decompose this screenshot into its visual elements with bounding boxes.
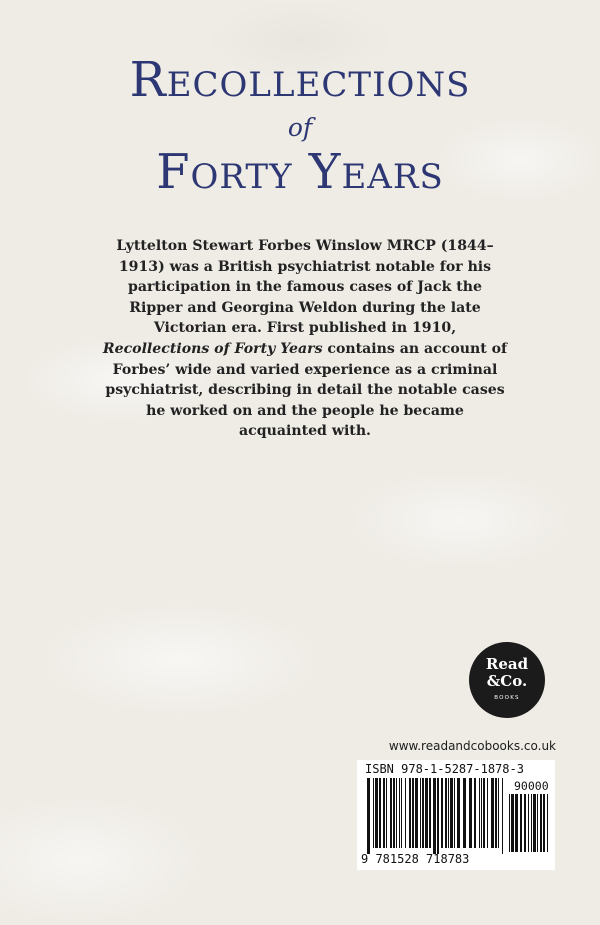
barcode-bar — [469, 778, 472, 848]
barcode-bar — [401, 778, 402, 848]
book-description — [100, 236, 510, 442]
title-line-forty-years: Forty Years — [156, 144, 444, 200]
barcode-bar — [511, 794, 514, 852]
barcode-bar — [441, 778, 443, 848]
barcode-bar — [543, 794, 545, 852]
barcode-bar — [379, 778, 381, 848]
publisher-website: www.readandcobooks.co.uk — [388, 739, 556, 753]
isbn-barcode — [357, 760, 555, 870]
barcode-bar — [429, 778, 431, 848]
isbn-label: ISBN 978-1-5287-1878-3 — [365, 762, 524, 776]
logo-text-co: &Co. — [486, 672, 528, 690]
barcode-bar — [450, 778, 453, 848]
barcode-bar — [433, 778, 436, 854]
barcode-bar — [373, 778, 374, 848]
barcode-bar — [437, 778, 439, 854]
description-book-title: Recollections of Forty Years — [102, 340, 323, 357]
barcode-bar — [491, 778, 494, 848]
ean-bars-main — [367, 778, 503, 854]
barcode-bar — [463, 778, 466, 848]
barcode-bar — [547, 794, 548, 852]
barcode-bar — [412, 778, 414, 848]
description-part-1: Lyttelton Stewart Forbes Winslow MRCP (1844–1913) was a British psychiatrist notable for his participation in the famous cases of Jack the Ripper and Georgina Weldon during the late Victorian era. First published in 1910, — [116, 238, 494, 337]
barcode-bar — [502, 778, 503, 854]
barcode-bar — [399, 778, 400, 848]
barcode-bar — [405, 778, 406, 848]
barcode-bar — [479, 778, 480, 848]
book-title — [0, 52, 600, 200]
barcode-bar — [483, 778, 485, 848]
barcode-bar — [396, 778, 397, 848]
barcode-bar — [524, 794, 526, 852]
barcode-bar — [454, 778, 455, 848]
barcode-bar — [474, 778, 476, 848]
barcode-bar — [386, 778, 387, 848]
barcode-bar — [445, 778, 447, 848]
barcode-bar — [409, 778, 411, 848]
barcode-bar — [528, 794, 529, 852]
barcode-bar — [425, 778, 428, 848]
barcode-bar — [495, 778, 497, 848]
barcode-bar — [509, 794, 510, 852]
ean-bars-addon — [509, 794, 548, 852]
barcode-bar — [537, 794, 538, 852]
description-part-2: contains an account of Forbes’ wide and varied experience as a criminal psychiatrist, describing in detail the notable cases he worked on and the people he became acquainted with. — [105, 340, 508, 440]
price-code-label: 90000 — [514, 779, 549, 793]
barcode-bar — [367, 778, 370, 854]
barcode-bar — [481, 778, 482, 848]
barcode-bar — [415, 778, 418, 848]
barcode-bar — [383, 778, 385, 848]
barcode-bar — [531, 794, 532, 852]
ean-digits-label: 9 781528 718783 — [361, 852, 470, 866]
barcode-bar — [422, 778, 424, 848]
barcode-bar — [393, 778, 395, 848]
logo-text-books: BOOKS — [494, 695, 520, 701]
title-line-recollections: Recollections — [129, 52, 471, 108]
barcode-bar — [390, 778, 392, 848]
barcode-bar — [420, 778, 421, 848]
barcode-bar — [533, 794, 536, 852]
publisher-logo — [469, 642, 545, 718]
barcode-bar — [515, 794, 518, 852]
barcode-bar — [498, 778, 499, 848]
title-connector-of: of — [287, 113, 313, 142]
barcode-bar — [540, 794, 542, 852]
logo-text-read: Read — [485, 655, 529, 673]
barcode-bar — [520, 794, 522, 852]
barcode-bar — [487, 778, 488, 848]
barcode-bar — [375, 778, 378, 848]
barcode-bar — [457, 778, 460, 848]
barcode-bar — [448, 778, 449, 848]
